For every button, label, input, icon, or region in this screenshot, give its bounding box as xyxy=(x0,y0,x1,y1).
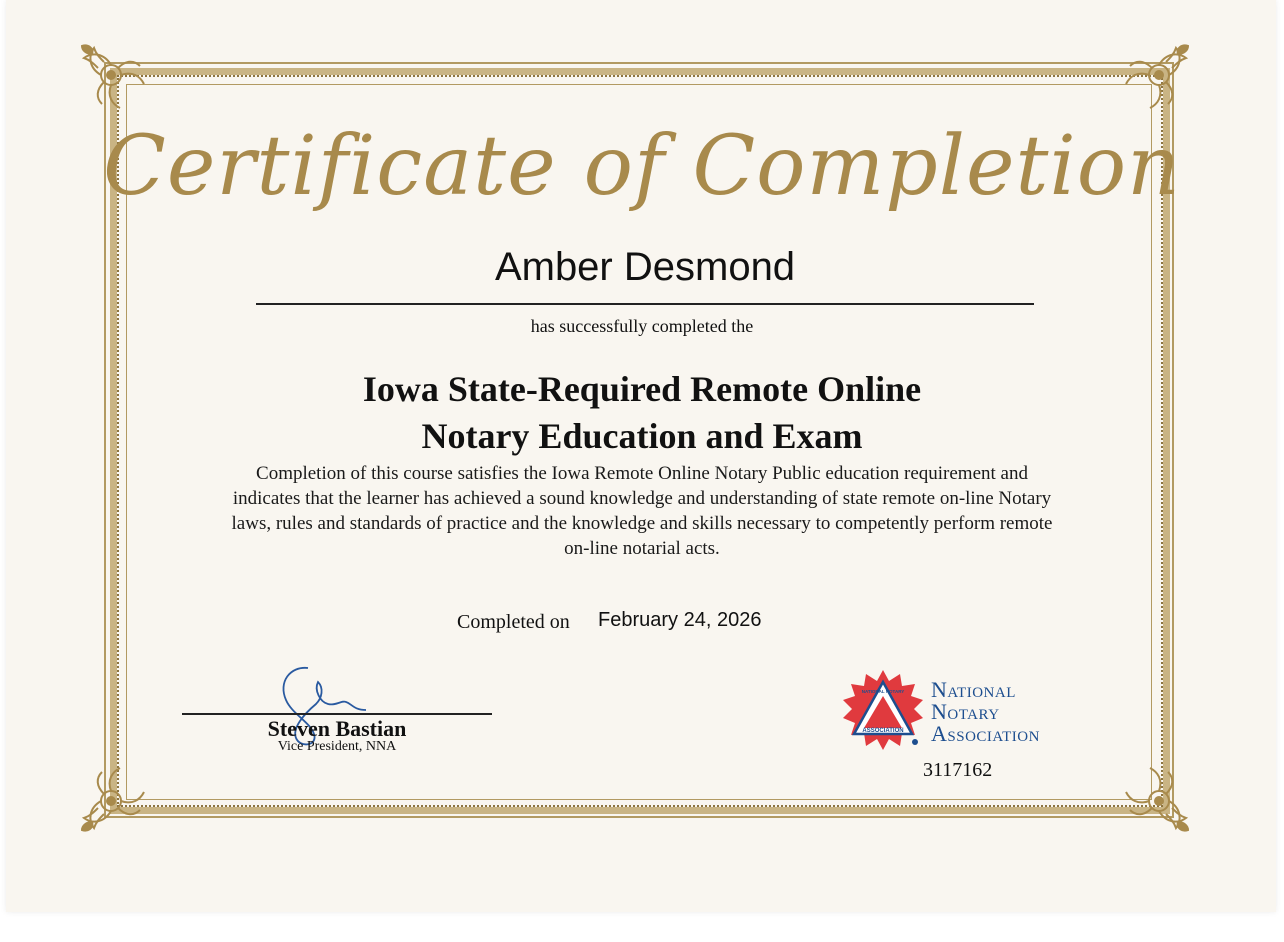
completed-on-label: Completed on xyxy=(457,611,570,633)
completion-date: February 24, 2026 xyxy=(598,609,762,631)
recipient-name: Amber Desmond xyxy=(494,245,796,289)
nna-logo-line-national: National xyxy=(931,677,1016,702)
certificate-number: 3117162 xyxy=(923,759,993,781)
corner-ornament-icon xyxy=(74,38,148,112)
certificate-title: Certificate of Completion xyxy=(103,119,1181,214)
nna-logo-line-association: Association xyxy=(931,721,1040,746)
corner-ornament-icon xyxy=(1122,38,1196,112)
seal-top-text: NATIONAL NOTARY xyxy=(861,689,905,694)
course-description: Completion of this course satisfies the Iowa Remote Online Notary Public education requirement and indicates that the learner has achieved a sound knowledge and understanding of state remote on-line Notary laws, rules and standards of practice and the knowledge and skills necessary to competently perform remote on-line notarial acts. xyxy=(231,463,1053,559)
course-title-line-1: Iowa State-Required Remote Online xyxy=(362,369,922,409)
completion-phrase: has successfully completed the xyxy=(530,316,754,336)
signature-line xyxy=(182,713,492,715)
signer-name: Steven Bastian xyxy=(267,716,407,741)
corner-ornament-icon xyxy=(1122,764,1196,838)
nna-seal-icon xyxy=(840,668,926,754)
nna-logo xyxy=(931,679,1040,745)
seal-bottom-text: ASSOCIATION xyxy=(862,728,904,734)
nna-logo-line-notary: Notary xyxy=(931,699,1000,724)
course-title-line-2: Notary Education and Exam xyxy=(421,416,863,456)
corner-ornament-icon xyxy=(74,764,148,838)
recipient-name-rule xyxy=(256,303,1034,305)
signer-title: Vice President, NNA xyxy=(277,739,397,754)
course-title xyxy=(0,366,1284,460)
